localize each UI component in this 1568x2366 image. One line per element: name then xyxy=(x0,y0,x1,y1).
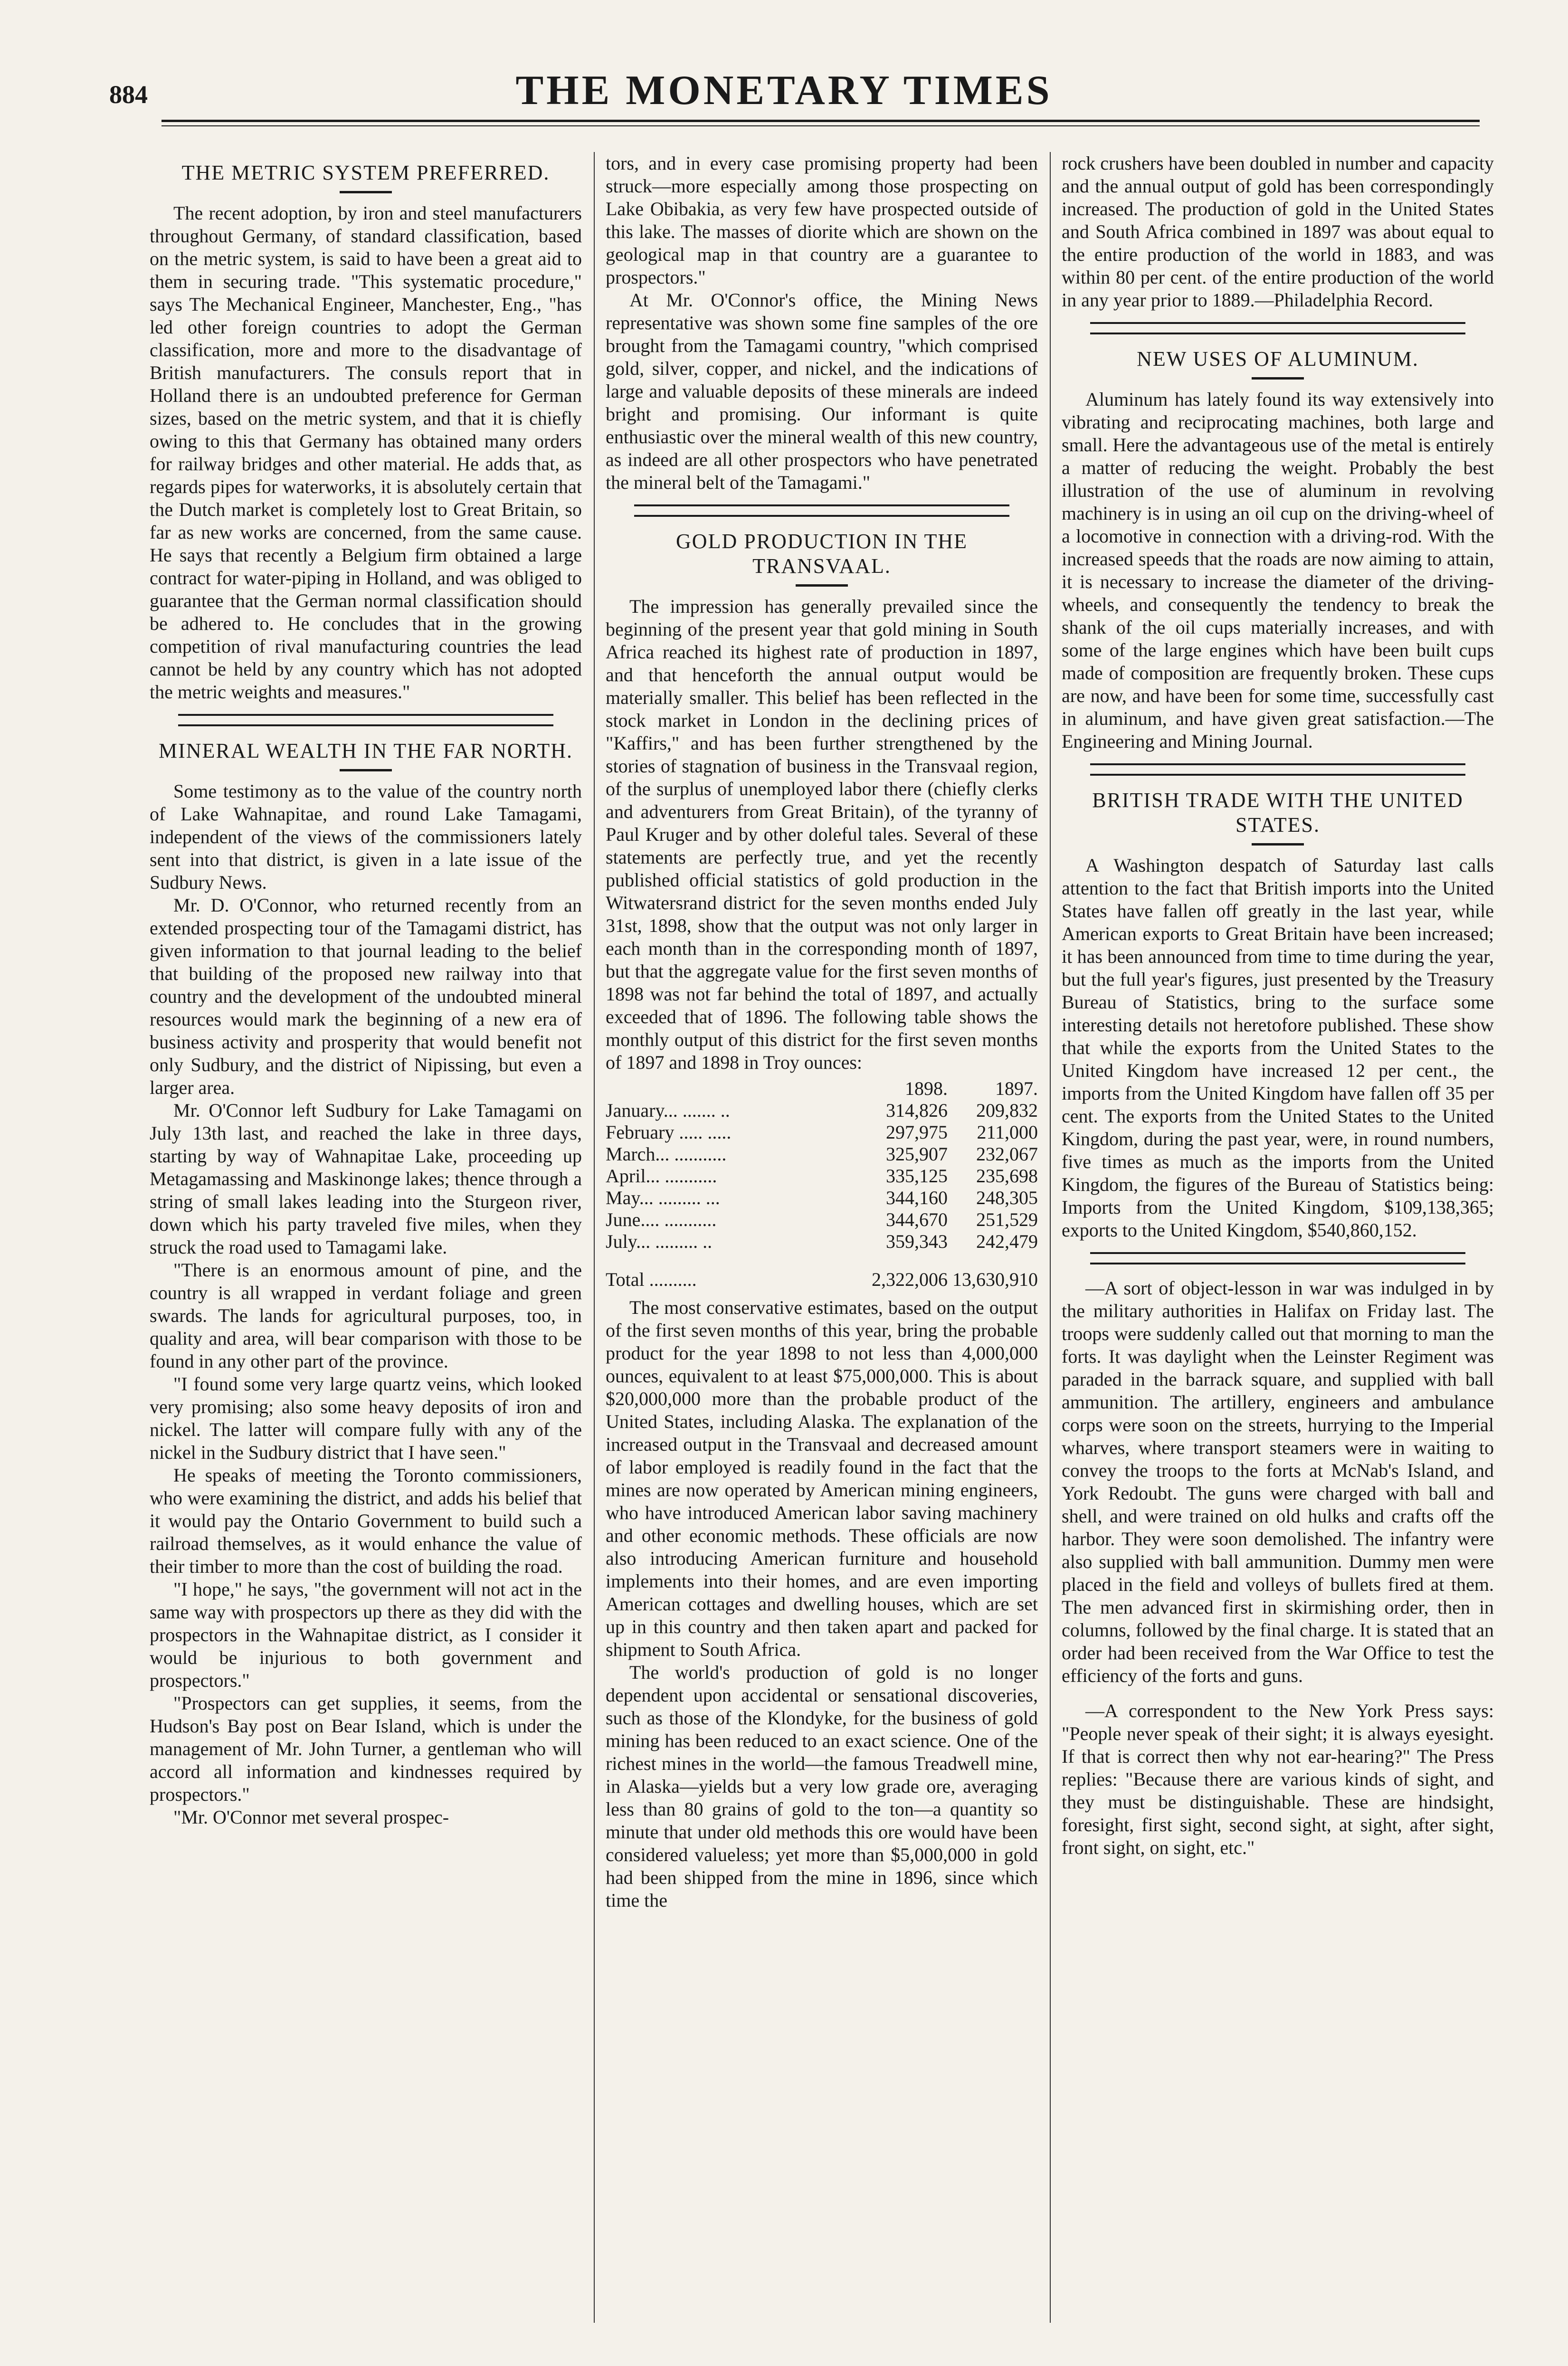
table-cell-month: April... ........... xyxy=(606,1165,717,1187)
article-divider xyxy=(178,714,553,726)
table-cell: 242,479 xyxy=(976,1231,1038,1252)
article-title-mineral: MINERAL WEALTH IN THE FAR NORTH. xyxy=(158,739,573,762)
table-cell: 209,832 xyxy=(976,1100,1038,1121)
article-divider xyxy=(634,504,1009,517)
table-cell-month: June.... ........... xyxy=(606,1209,717,1230)
article-divider xyxy=(1090,322,1465,334)
title-dash xyxy=(1252,843,1304,846)
table-header: 1898. xyxy=(905,1078,948,1099)
article-paragraph: Mr. O'Connor left Sudbury for Lake Tamagami on July 13th last, and reached the lake in three days, starting by way of Wahnapitae Lake, proceeding up Metagamassing and Maskinonge lakes; thence through a string of small lakes leading into the Sturgeon river, down which his party traveled five miles, when they struck the road used to Tamagami lake. xyxy=(150,1100,582,1258)
column-separator-2 xyxy=(1050,152,1051,2323)
table-total-label: Total .......... xyxy=(606,1269,697,1290)
table-total-cell: 2,322,006 xyxy=(872,1269,948,1290)
article-paragraph: —A correspondent to the New York Press says: "People never speak of their sight; it is always eyesight. If that is correct then why not ear-hearing?" The Press replies: "Because there are various kinds of sight, and they must be distinguishable. These are hindsight, foresight, first sight, second sight, at sight, after sight, front sight, on sight, etc." xyxy=(1062,1700,1494,1858)
article-paragraph: "I found some very large quartz veins, which looked very promising; also some heavy deposits of iron and nickel. The latter will compare fully with any of the nickel in the Sudbury district that I have seen." xyxy=(150,1373,582,1463)
page-number: 884 xyxy=(109,80,148,109)
table-cell-month: May... ......... ... xyxy=(606,1187,720,1208)
table-total-row xyxy=(606,1253,1038,1291)
table-row xyxy=(606,1165,1038,1187)
table-row xyxy=(606,1187,1038,1209)
masthead-rule xyxy=(162,120,1480,122)
table-cell: 344,670 xyxy=(886,1209,948,1230)
column-1 xyxy=(150,152,582,2337)
article-paragraph: Mr. D. O'Connor, who returned recently from an extended prospecting tour of the Tamagami district, has given information to that journal leading to the belief that building of the proposed new railway into that country and the development of the undoubted mineral resources would mark the beginning of a new era of business activity and prosperity that would benefit not only Sudbury, and the district of Nipissing, but even a larger area. xyxy=(150,894,582,1098)
table-cell: 325,907 xyxy=(886,1143,948,1165)
article-paragraph: "Mr. O'Connor met several prospec- xyxy=(173,1806,449,1828)
table-row xyxy=(606,1121,1038,1143)
article-paragraph: The impression has generally prevailed since the beginning of the present year that gold mining in South Africa reached its highest rate of production in 1897, and that henceforth the annual output would be materially smaller. This belief has been reflected in the stock market in London in the declining prices of "Kaffirs," and has been further strengthened by the stories of stagnation of business in the Transvaal region, of the surplus of unemployed labor there (chiefly clerks and adventurers from Great Britain), of the tyranny of Paul Kruger and by other doleful tales. Several of these statements are perfectly true, and yet the recently published official statistics of gold production in the Witwatersrand district for the seven months ended July 31st, 1898, show that the output was not only larger in each month than in the corresponding month of 1897, but that the aggregate value for the first seven months of 1898 was not far behind the total of 1897, and actually exceeded that of 1896. The following table shows the monthly output of this district for the first seven months of 1897 and 1898 in Troy ounces: xyxy=(606,596,1038,1073)
column-3 xyxy=(1062,152,1494,2337)
article-paragraph: The world's production of gold is no longer dependent upon accidental or sensational discoveries, such as those of the Klondyke, for the business of gold mining has been reduced to an exact science. One of the richest mines in the world—the famous Treadwell mine, in Alaska—yields but a very low grade ore, averaging less than 80 grains of gold to the ton—a quantity so minute that under old methods this ore would have been considered valueless; yet more than $5,000,000 in gold had been shipped from the mine in 1896, since which time the xyxy=(606,1662,1038,1911)
article-paragraph: At Mr. O'Connor's office, the Mining News representative was shown some fine samples of the ore brought from the Tamagami country, "which comprised gold, silver, copper, and nickel, and the indications of large and valuable deposits of these minerals are indeed bright and promising. Our informant is quite enthusiastic over the mineral wealth of this new country, as indeed are all other prospectors who have penetrated the mineral belt of the Tamagami." xyxy=(606,289,1038,493)
table-row xyxy=(606,1100,1038,1121)
article-paragraph: "I hope," he says, "the government will not act in the same way with prospectors up there as they did with the prospectors in the Wahnapitae district, as I consider it would be injurious to both government and prospectors." xyxy=(150,1578,582,1691)
masthead: THE MONETARY TIMES xyxy=(515,67,1053,114)
table-total-cell: 13,630,910 xyxy=(952,1269,1038,1290)
table-cell: 314,826 xyxy=(886,1100,948,1121)
gold-output-table xyxy=(606,1078,1038,1291)
table-cell: 235,698 xyxy=(976,1165,1038,1187)
table-cell: 211,000 xyxy=(977,1121,1038,1143)
title-dash xyxy=(340,191,392,193)
article-title-metric: THE METRIC SYSTEM PREFERRED. xyxy=(181,161,550,184)
table-row xyxy=(606,1231,1038,1253)
masthead-rule-thin xyxy=(162,125,1480,126)
table-cell: 359,343 xyxy=(886,1231,948,1252)
table-cell: 335,125 xyxy=(886,1165,948,1187)
table-cell-month: March... ........... xyxy=(606,1143,727,1165)
column-separator-1 xyxy=(594,152,595,2323)
article-paragraph: "There is an enormous amount of pine, and the country is all wrapped in verdant foliage and green swards. The lands for agricultural purposes, too, in quality and area, will bear comparison with those to be found in any other part of the province. xyxy=(150,1259,582,1372)
article-paragraph: He speaks of meeting the Toronto commissioners, who were examining the district, and adds his belief that it would pay the Ontario Government to build such a railroad themselves, as it would enhance the value of their timber to more than the cost of building the road. xyxy=(150,1464,582,1577)
article-title-aluminum: NEW USES OF ALUMINUM. xyxy=(1137,347,1419,371)
article-paragraph: The most conservative estimates, based on the output of the first seven months of this year, bring the probable product for the year 1898 to not less than 4,000,000 ounces, equivalent to at least $75,000,000. This is about $20,000,000 more than the probable product of the United States, including Alaska. The explanation of the increased output in the Transvaal and decreased amount of labor employed is readily found in the fact that the mines are now operated by American mining engineers, who have introduced American labor saving machinery and other economic methods. These officials are now also introducing American furniture and household implements into their homes, and are even importing American cottages and dwelling houses, which are set up in this country and then taken apart and packed for shipment to South Africa. xyxy=(606,1297,1038,1660)
article-paragraph: tors, and in every case promising property had been struck—more especially among those prospecting on Lake Obibakia, as very few have prospected outside of this lake. The masses of diorite which are shown on the geological map in that country are a guarantee to prospectors." xyxy=(606,152,1038,288)
article-divider xyxy=(1090,1252,1465,1264)
table-cell: 297,975 xyxy=(886,1121,948,1143)
article-paragraph: Some testimony as to the value of the country north of Lake Wahnapitae, and round Lake Tamagami, independent of the views of the commissioners lately sent into that district, is given in a late issue of the Sudbury News. xyxy=(150,780,582,893)
title-dash xyxy=(796,584,848,587)
table-header-row xyxy=(606,1078,1038,1100)
table-cell-month: January... ....... .. xyxy=(606,1100,730,1121)
article-divider xyxy=(1090,763,1465,776)
article-paragraph: —A sort of object-lesson in war was indulged in by the military authorities in Halifax on Friday last. The troops were suddenly called out that morning to man the forts. It was daylight when the Leinster Regiment was paraded in the barrack square, and supplied with ball ammunition. The artillery, engineers and ambulance corps were soon on the streets, hurrying to the Imperial wharves, where transport steamers were in waiting to convey the troops to the forts at McNab's Island, and York Redoubt. The guns were charged with ball and shell, and were trained on old hulks and crafts off the harbor. They were soon demolished. The infantry were also supplied with ball ammunition. Dummy men were placed in the field and volleys of bullets fired at them. The men advanced first in skirmishing order, then in columns, followed by the final charge. It is stated that an order had been received from the War Office to test the efficiency of the forts and guns. xyxy=(1062,1277,1494,1686)
column-2 xyxy=(606,152,1038,2337)
table-header: 1897. xyxy=(995,1078,1038,1099)
table-cell: 344,160 xyxy=(886,1187,948,1208)
article-paragraph: "Prospectors can get supplies, it seems, from the Hudson's Bay post on Bear Island, which is under the management of Mr. John Turner, a gentleman who will accord all information and kindnesses required by prospectors." xyxy=(150,1692,582,1805)
article-paragraph: Aluminum has lately found its way extensively into vibrating and reciprocating machines, both large and small. Here the advantageous use of the metal is entirely a matter of reducing the weight. Probably the best illustration of the use of aluminum in revolving machinery is in using an oil cup on the driving-wheel of a locomotive in connection with a driving-rod. With the increased speeds that the roads are now aiming to attain, it is necessary to increase the diameter of the driving-wheels, and consequently the tendency to break the shank of the oil cups materially increases, and with some of the large engines which have been built cups made of composition are frequently broken. These cups are now, and have been for some time, successfully cast in aluminum, and have given great satisfaction.—The Engineering and Mining Journal. xyxy=(1062,389,1494,752)
article-paragraph: rock crushers have been doubled in number and capacity and the annual output of gold has been correspondingly increased. The production of gold in the United States and South Africa combined in 1897 was about equal to the entire production of the world in 1883, and was within 80 per cent. of the entire production of the world in any year prior to 1889.—Philadelphia Record. xyxy=(1062,152,1494,311)
table-cell: 232,067 xyxy=(976,1143,1038,1165)
table-cell: 248,305 xyxy=(976,1187,1038,1208)
table-row xyxy=(606,1143,1038,1165)
article-title-gold: GOLD PRODUCTION IN THE TRANSVAAL. xyxy=(676,530,968,578)
table-cell-month: July... ......... .. xyxy=(606,1231,713,1252)
article-paragraph: A Washington despatch of Saturday last calls attention to the fact that British imports into the United States have fallen off greatly in the last year, while American exports to Great Britain have been increased; it has been announced from time to time during the year, but the full year's figures, just presented by the Treasury Bureau of Statistics, bring to the surface some interesting details not heretofore published. These show that while the exports from the United States to the United Kingdom have increased 12 per cent., the imports from the United Kingdom have fallen off 35 per cent. The exports from the United States to the United Kingdom, during the past year, were, in round numbers, five times as much as the imports from the United Kingdom, the figures of the Bureau of Statistics being: Imports from the United Kingdom, $109,138,365; exports to the United Kingdom, $540,860,152. xyxy=(1062,855,1494,1241)
title-dash xyxy=(340,769,392,771)
table-row xyxy=(606,1209,1038,1231)
table-cell-month: February ..... ..... xyxy=(606,1121,732,1143)
article-title-british-trade: BRITISH TRADE WITH THE UNITED STATES. xyxy=(1092,789,1463,836)
table-cell: 251,529 xyxy=(976,1209,1038,1230)
title-dash xyxy=(1252,377,1304,380)
article-paragraph: The recent adoption, by iron and steel manufacturers throughout Germany, of standard classification, based on the metric system, is said to have been a great aid to them in securing trade. "This systematic procedure," says The Mechanical Engineer, Manchester, Eng., "has led other foreign countries to adopt the German classification, more and more to the disadvantage of British manufacturers. The consuls report that in Holland there is an undoubted preference for German sizes, based on the metric system, and that it is chiefly owing to this that Germany has obtained many orders for railway bridges and other material. He adds that, as regards pipes for waterworks, it is absolutely certain that the Dutch market is completely lost to Great Britain, so far as new works are concerned, from the same cause. He says that recently a Belgium firm obtained a large contract for water-piping in Holland, and was obliged to guarantee that the German normal classification should be adhered to. He concludes that in the growing competition of rival manufacturing countries the lead cannot be held by any country which has not adopted the metric weights and measures." xyxy=(150,202,582,703)
